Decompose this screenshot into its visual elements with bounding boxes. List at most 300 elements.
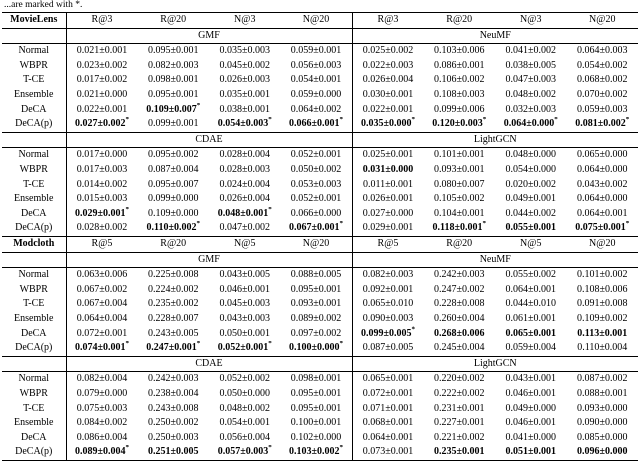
value-cell: 0.022±0.001 [76, 103, 128, 115]
data-row [2, 207, 638, 222]
value-cell: 0.095±0.002 [148, 149, 199, 161]
value-cell: 0.052±0.002 [219, 373, 270, 385]
value-cell: 0.045±0.002 [219, 59, 270, 71]
metric-header: R@5 [66, 236, 138, 252]
row-label: DeCA(p) [2, 341, 66, 356]
value-cell: 0.022±0.001 [362, 103, 414, 115]
value-cell: 0.227±0.001 [434, 417, 485, 429]
value-cell: 0.067±0.001* [281, 221, 353, 236]
value-cell: 0.095±0.001 [281, 387, 353, 402]
value-cell: 0.095±0.001 [148, 45, 199, 57]
row-label: Normal [2, 148, 66, 163]
row-label: DeCA [2, 103, 66, 118]
value-cell: 0.099±0.006 [434, 103, 485, 115]
value-cell: 0.089±0.002 [281, 312, 353, 327]
value-cell: 0.054±0.000 [505, 164, 556, 176]
significance-star: * [196, 341, 201, 348]
value-cell: 0.043±0.005 [219, 269, 270, 281]
value-cell: 0.242±0.003 [148, 373, 199, 385]
value-cell: 0.082±0.003 [148, 59, 199, 71]
value-cell: 0.029±0.001 [352, 221, 424, 236]
value-cell: 0.224±0.002 [148, 283, 199, 295]
value-cell: 0.038±0.001 [219, 103, 270, 115]
significance-star: * [339, 221, 343, 229]
model-group-row [2, 356, 638, 372]
table-caption-fragment: ...are marked with *. [4, 0, 83, 10]
value-cell: 0.072±0.001 [76, 327, 128, 339]
value-cell: 0.222±0.002 [434, 387, 485, 399]
metric-header: N@5 [209, 236, 281, 252]
value-cell: 0.028±0.003 [219, 164, 270, 176]
value-cell: 0.095±0.001 [148, 89, 199, 101]
value-cell: 0.092±0.001 [362, 283, 414, 295]
value-cell: 0.120±0.003* [424, 117, 496, 132]
significance-star: * [125, 117, 129, 124]
value-cell: 0.097±0.002 [281, 326, 353, 341]
value-cell: 0.250±0.002 [148, 417, 199, 429]
metric-header: R@20 [138, 13, 210, 29]
row-label: Normal [2, 268, 66, 283]
value-cell: 0.088±0.005 [281, 268, 353, 283]
value-cell: 0.085±0.000 [577, 431, 628, 443]
model-group-header-right: LightGCN [352, 132, 638, 148]
value-cell: 0.044±0.002 [505, 207, 556, 219]
model-group-row [2, 132, 638, 148]
value-cell: 0.064±0.001 [505, 283, 556, 295]
data-row [2, 283, 638, 298]
value-cell: 0.015±0.003 [76, 193, 128, 205]
data-row [2, 192, 638, 207]
value-cell: 0.220±0.002 [434, 373, 485, 385]
metric-header: R@3 [66, 13, 138, 29]
value-cell: 0.074±0.001* [66, 341, 138, 356]
row-label: WBPR [2, 59, 66, 74]
data-row [2, 103, 638, 118]
value-cell: 0.022±0.003 [362, 59, 414, 71]
row-label: Normal [2, 44, 66, 59]
value-cell: 0.026±0.004 [362, 74, 414, 86]
value-cell: 0.055±0.002 [505, 269, 556, 281]
value-cell: 0.103±0.006 [434, 45, 485, 57]
value-cell: 0.075±0.001* [567, 221, 639, 236]
value-cell: 0.047±0.002 [209, 221, 281, 236]
metric-header: N@20 [567, 13, 639, 29]
value-cell: 0.053±0.003 [281, 178, 353, 193]
value-cell: 0.056±0.003 [281, 59, 353, 74]
value-cell: 0.100±0.000* [281, 341, 353, 356]
value-cell: 0.054±0.001 [219, 417, 270, 429]
value-cell: 0.048±0.002 [219, 402, 270, 414]
value-cell: 0.029±0.001* [75, 206, 129, 219]
row-label: DeCA(p) [2, 445, 66, 460]
value-cell: 0.072±0.001 [362, 387, 414, 399]
value-cell: 0.021±0.000 [76, 89, 128, 101]
data-row [2, 341, 638, 356]
value-cell: 0.087±0.002 [577, 373, 628, 385]
significance-star: * [554, 117, 558, 124]
value-cell: 0.095±0.007 [148, 178, 199, 190]
value-cell: 0.228±0.007 [148, 312, 199, 324]
metric-header: R@5 [352, 236, 424, 252]
data-row [2, 73, 638, 88]
model-group-header-right: NeuMF [352, 252, 638, 268]
value-cell: 0.088±0.001 [577, 387, 628, 399]
value-cell: 0.056±0.004 [219, 431, 270, 443]
value-cell: 0.064±0.000* [495, 117, 567, 132]
row-label-spacer [2, 28, 66, 44]
value-cell: 0.035±0.003 [219, 45, 270, 57]
data-row [2, 387, 638, 402]
value-cell: 0.221±0.002 [434, 431, 485, 443]
significance-star: * [339, 445, 343, 452]
row-label: DeCA(p) [2, 117, 66, 132]
data-row [2, 401, 638, 416]
value-cell: 0.054±0.001 [281, 73, 353, 88]
value-cell: 0.096±0.000 [567, 445, 639, 460]
data-row [2, 221, 638, 236]
value-cell: 0.026±0.001 [362, 193, 414, 205]
data-row [2, 117, 638, 132]
data-row [2, 445, 638, 460]
value-cell: 0.082±0.004 [76, 373, 128, 385]
value-cell: 0.095±0.001 [281, 283, 353, 298]
significance-star: * [411, 117, 415, 124]
value-cell: 0.043±0.003 [219, 312, 270, 324]
data-row [2, 416, 638, 431]
model-group-header-left: GMF [66, 252, 352, 268]
value-cell: 0.049±0.000 [505, 402, 556, 414]
value-cell: 0.090±0.000 [577, 417, 628, 429]
value-cell: 0.065±0.000 [577, 149, 628, 161]
value-cell: 0.038±0.005 [505, 59, 556, 71]
value-cell: 0.028±0.002 [66, 221, 138, 236]
value-cell: 0.079±0.000 [76, 387, 128, 399]
row-label-spacer [2, 252, 66, 268]
value-cell: 0.067±0.002 [76, 283, 128, 295]
value-cell: 0.017±0.002 [76, 74, 128, 86]
value-cell: 0.017±0.003 [76, 164, 128, 176]
value-cell: 0.048±0.000 [505, 149, 556, 161]
significance-star: * [196, 221, 200, 229]
metric-header: N@3 [209, 13, 281, 29]
value-cell: 0.050±0.000 [219, 387, 270, 399]
data-row [2, 431, 638, 446]
value-cell: 0.059±0.003 [577, 103, 628, 115]
value-cell: 0.059±0.001 [281, 44, 353, 59]
value-cell: 0.070±0.002 [577, 89, 628, 101]
row-label: WBPR [2, 387, 66, 402]
value-cell: 0.068±0.001 [362, 417, 414, 429]
value-cell: 0.045±0.003 [219, 298, 270, 310]
value-cell: 0.064±0.002 [281, 103, 353, 118]
value-cell: 0.109±0.000 [148, 207, 199, 219]
value-cell: 0.052±0.001 [281, 192, 353, 207]
value-cell: 0.055±0.001 [495, 221, 567, 236]
value-cell: 0.228±0.008 [434, 298, 485, 310]
value-cell: 0.065±0.001 [362, 373, 414, 385]
row-label-spacer [2, 356, 66, 372]
row-label: WBPR [2, 163, 66, 178]
significance-star: * [339, 341, 343, 348]
significance-star: * [625, 117, 630, 124]
value-cell: 0.067±0.004 [76, 298, 128, 310]
value-cell: 0.071±0.001 [362, 402, 414, 414]
value-cell: 0.235±0.002 [148, 298, 199, 310]
value-cell: 0.093±0.000 [577, 402, 628, 414]
value-cell: 0.064±0.004 [76, 312, 128, 324]
value-cell: 0.066±0.001* [281, 117, 353, 132]
value-cell: 0.110±0.002* [138, 221, 210, 236]
data-row [2, 163, 638, 178]
value-cell: 0.103±0.002* [281, 445, 353, 460]
value-cell: 0.046±0.001 [505, 387, 556, 399]
significance-star: * [268, 117, 272, 124]
value-cell: 0.098±0.001 [148, 74, 199, 86]
value-cell: 0.091±0.008 [577, 298, 628, 310]
significance-star: * [268, 445, 272, 452]
value-cell: 0.082±0.003 [362, 269, 414, 281]
row-label: DeCA [2, 326, 66, 341]
model-group-row [2, 28, 638, 44]
value-cell: 0.023±0.002 [76, 59, 128, 71]
value-cell: 0.101±0.002 [577, 269, 628, 281]
value-cell: 0.027±0.000 [362, 207, 414, 219]
value-cell: 0.021±0.001 [76, 45, 128, 57]
value-cell: 0.247±0.001* [138, 341, 210, 356]
value-cell: 0.250±0.003 [148, 431, 199, 443]
row-label: Ensemble [2, 416, 66, 431]
value-cell: 0.048±0.002 [505, 89, 556, 101]
data-row [2, 178, 638, 193]
row-label: Ensemble [2, 312, 66, 327]
row-label: WBPR [2, 283, 66, 298]
value-cell: 0.242±0.003 [434, 269, 485, 281]
value-cell: 0.064±0.000 [577, 164, 628, 176]
metric-header: R@20 [424, 236, 496, 252]
value-cell: 0.054±0.002 [577, 59, 628, 71]
significance-star: * [125, 206, 129, 214]
value-cell: 0.101±0.001 [434, 149, 485, 161]
value-cell: 0.086±0.001 [434, 59, 485, 71]
row-label: T-CE [2, 297, 66, 312]
value-cell: 0.106±0.002 [434, 74, 485, 86]
data-row [2, 297, 638, 312]
metric-header: N@20 [281, 236, 353, 252]
value-cell: 0.080±0.007 [434, 178, 485, 190]
value-cell: 0.108±0.006 [577, 283, 628, 295]
value-cell: 0.011±0.001 [362, 178, 414, 190]
data-row [2, 88, 638, 103]
value-cell: 0.041±0.000 [505, 431, 556, 443]
value-cell: 0.081±0.002* [567, 117, 639, 132]
value-cell: 0.043±0.001 [505, 373, 556, 385]
value-cell: 0.243±0.008 [148, 402, 199, 414]
model-group-header-left: CDAE [66, 132, 352, 148]
metric-header: N@20 [567, 236, 639, 252]
metric-header: R@20 [424, 13, 496, 29]
metric-header: N@5 [495, 236, 567, 252]
row-label: T-CE [2, 178, 66, 193]
model-group-header-left: GMF [66, 28, 352, 44]
section-header-row [2, 236, 638, 252]
row-label: T-CE [2, 401, 66, 416]
value-cell: 0.075±0.003 [76, 402, 128, 414]
value-cell: 0.118±0.001* [424, 221, 496, 236]
metric-header: R@20 [138, 236, 210, 252]
results-table [2, 12, 638, 461]
value-cell: 0.268±0.006 [434, 327, 485, 339]
data-row [2, 312, 638, 327]
value-cell: 0.052±0.001 [281, 148, 353, 163]
metric-header: N@3 [495, 13, 567, 29]
value-cell: 0.041±0.002 [505, 45, 556, 57]
value-cell: 0.089±0.004* [66, 445, 138, 460]
data-row [2, 326, 638, 341]
dataset-label: MovieLens [2, 13, 66, 29]
value-cell: 0.090±0.003 [362, 312, 414, 324]
significance-star: * [268, 206, 272, 214]
value-cell: 0.102±0.000 [281, 431, 353, 446]
value-cell: 0.105±0.002 [434, 193, 485, 205]
value-cell: 0.035±0.001 [219, 89, 270, 101]
value-cell: 0.109±0.007* [146, 102, 201, 115]
value-cell: 0.087±0.004 [148, 164, 199, 176]
model-group-header-right: LightGCN [352, 356, 638, 372]
value-cell: 0.113±0.001 [577, 327, 628, 339]
value-cell: 0.046±0.001 [505, 417, 556, 429]
value-cell: 0.046±0.001 [219, 283, 270, 295]
value-cell: 0.099±0.000 [148, 193, 199, 205]
value-cell: 0.099±0.005* [361, 326, 415, 339]
value-cell: 0.031±0.000 [362, 164, 414, 176]
value-cell: 0.028±0.004 [219, 149, 270, 161]
row-label: DeCA [2, 207, 66, 222]
significance-star: * [125, 445, 129, 452]
value-cell: 0.064±0.000 [577, 193, 628, 205]
value-cell: 0.063±0.006 [76, 269, 128, 281]
value-cell: 0.017±0.000 [76, 149, 128, 161]
value-cell: 0.064±0.001 [362, 431, 414, 443]
value-cell: 0.066±0.000 [281, 207, 353, 222]
data-row [2, 148, 638, 163]
value-cell: 0.068±0.002 [577, 74, 628, 86]
section-header-row [2, 13, 638, 29]
row-label: DeCA [2, 431, 66, 446]
value-cell: 0.020±0.002 [505, 178, 556, 190]
value-cell: 0.026±0.003 [219, 74, 270, 86]
value-cell: 0.235±0.001 [424, 445, 496, 460]
metric-header: N@20 [281, 13, 353, 29]
value-cell: 0.052±0.001* [209, 341, 281, 356]
data-row [2, 59, 638, 74]
value-cell: 0.044±0.010 [505, 298, 556, 310]
row-label: Ensemble [2, 88, 66, 103]
value-cell: 0.047±0.003 [505, 74, 556, 86]
model-group-row [2, 252, 638, 268]
data-row [2, 268, 638, 283]
value-cell: 0.110±0.004 [567, 341, 639, 356]
value-cell: 0.048±0.001* [217, 206, 272, 219]
value-cell: 0.260±0.004 [434, 312, 485, 324]
row-label: Ensemble [2, 192, 66, 207]
value-cell: 0.243±0.005 [148, 327, 199, 339]
value-cell: 0.093±0.001 [434, 164, 485, 176]
value-cell: 0.095±0.001 [281, 401, 353, 416]
value-cell: 0.043±0.002 [577, 178, 628, 190]
value-cell: 0.061±0.001 [505, 312, 556, 324]
significance-star: * [625, 221, 630, 229]
value-cell: 0.030±0.001 [362, 89, 414, 101]
significance-star: * [196, 102, 201, 110]
value-cell: 0.238±0.004 [148, 387, 199, 399]
value-cell: 0.109±0.002 [577, 312, 628, 324]
value-cell: 0.251±0.005 [138, 445, 210, 460]
value-cell: 0.057±0.003* [209, 445, 281, 460]
value-cell: 0.225±0.008 [148, 269, 199, 281]
value-cell: 0.027±0.002* [66, 117, 138, 132]
row-label: T-CE [2, 73, 66, 88]
value-cell: 0.084±0.002 [76, 417, 128, 429]
value-cell: 0.051±0.001 [495, 445, 567, 460]
significance-star: * [125, 341, 129, 348]
value-cell: 0.059±0.004 [495, 341, 567, 356]
row-label: DeCA(p) [2, 221, 66, 236]
value-cell: 0.086±0.004 [76, 431, 128, 443]
significance-star: * [339, 117, 343, 124]
value-cell: 0.247±0.002 [434, 283, 485, 295]
model-group-header-right: NeuMF [352, 28, 638, 44]
value-cell: 0.050±0.001 [219, 327, 270, 339]
value-cell: 0.231±0.001 [434, 402, 485, 414]
value-cell: 0.064±0.003 [577, 45, 628, 57]
value-cell: 0.093±0.001 [281, 297, 353, 312]
row-label: Normal [2, 372, 66, 387]
significance-star: * [482, 117, 487, 124]
value-cell: 0.100±0.001 [281, 416, 353, 431]
significance-star: * [268, 341, 272, 348]
dataset-label: Modcloth [2, 236, 66, 252]
value-cell: 0.024±0.004 [219, 178, 270, 190]
value-cell: 0.014±0.002 [76, 178, 128, 190]
value-cell: 0.065±0.001 [505, 327, 556, 339]
value-cell: 0.025±0.002 [362, 45, 414, 57]
value-cell: 0.087±0.005 [352, 341, 424, 356]
value-cell: 0.032±0.003 [505, 103, 556, 115]
model-group-header-left: CDAE [66, 356, 352, 372]
value-cell: 0.099±0.001 [138, 117, 210, 132]
value-cell: 0.064±0.001 [577, 207, 628, 219]
row-label-spacer [2, 132, 66, 148]
data-row [2, 44, 638, 59]
data-row [2, 372, 638, 387]
value-cell: 0.054±0.003* [209, 117, 281, 132]
value-cell: 0.065±0.010 [362, 298, 414, 310]
value-cell: 0.104±0.001 [434, 207, 485, 219]
significance-star: * [482, 221, 486, 229]
value-cell: 0.050±0.002 [281, 163, 353, 178]
value-cell: 0.025±0.001 [362, 149, 414, 161]
value-cell: 0.049±0.001 [505, 193, 556, 205]
value-cell: 0.059±0.000 [281, 88, 353, 103]
value-cell: 0.108±0.003 [434, 89, 485, 101]
value-cell: 0.073±0.001 [352, 445, 424, 460]
value-cell: 0.026±0.004 [219, 193, 270, 205]
value-cell: 0.098±0.001 [281, 372, 353, 387]
value-cell: 0.245±0.004 [424, 341, 496, 356]
value-cell: 0.035±0.000* [352, 117, 424, 132]
metric-header: R@3 [352, 13, 424, 29]
significance-star: * [411, 326, 415, 334]
